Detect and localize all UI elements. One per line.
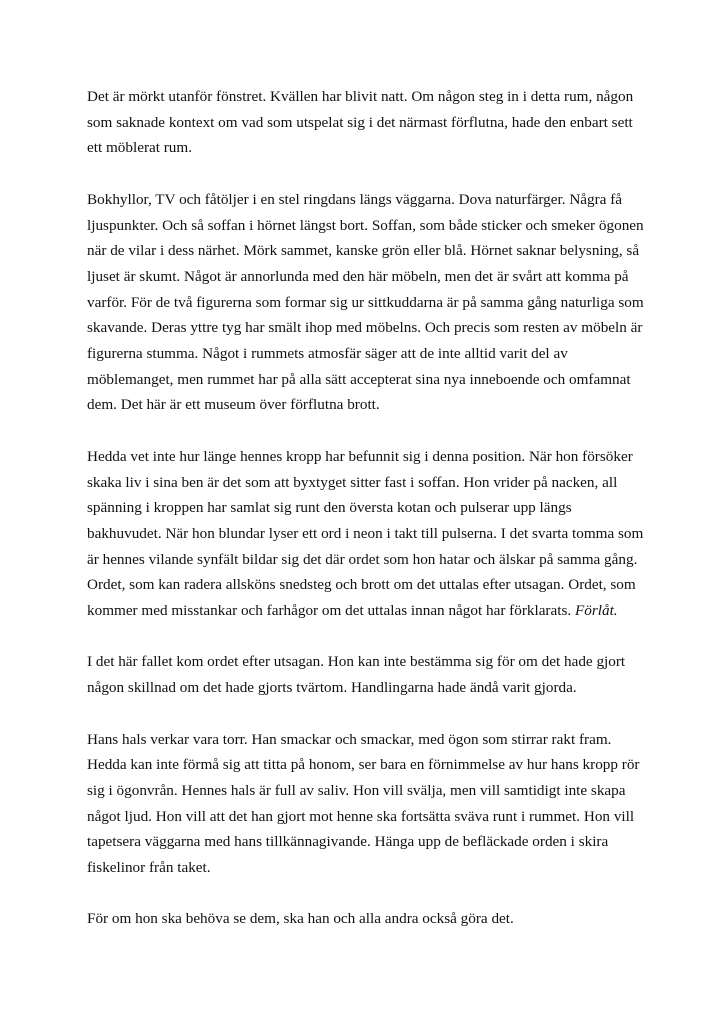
paragraph-3-text: Hedda vet inte hur länge hennes kropp har befunnit sig i denna position. När hon försöker skaka liv i sina ben är det som att byxtyget sitter fast i soffan. Hon vrider på nacken, all spänning i kroppen har samlat sig runt den översta kotan och pulserar upp längs bakhuvudet. När hon blundar lyser ett ord i neon i takt till pulserna. I det svarta tomma som är hennes vilande synfält bildar sig det där ordet som hon hatar och älskar på samma gång. Ordet, som kan radera allsköns snedsteg och brott om det uttalas efter utsagan. Ordet, som kommer med misstankar och farhågor om det uttalas innan något har förklarats. xyxy=(87,447,644,620)
italic-word-forlat: Förlåt. xyxy=(574,602,618,620)
paragraph-4: I det här fallet kom ordet efter utsagan. Hon kan inte bestämma sig för om det hade gjort någon skillnad om det hade gjorts tvärtom. Handlingarna hade ändå varit gjorda. xyxy=(87,653,626,697)
document-body xyxy=(87,84,647,958)
paragraph-1: Det är mörkt utanför fönstret. Kvällen har blivit natt. Om någon steg in i detta rum, någon som saknade kontext om vad som utspelat sig i det närmast förflutna, hade den enbart sett ett möblerat rum. xyxy=(87,88,634,157)
paragraph-3 xyxy=(87,444,647,624)
paragraph-6: För om hon ska behöva se dem, ska han och alla andra också göra det. xyxy=(87,910,514,928)
paragraph-2: Bokhyllor, TV och fåtöljer i en stel ringdans längs väggarna. Dova naturfärger. Några få ljuspunkter. Och så soffan i hörnet längst bort. Soffan, som både sticker och smeker ögonen när de vilar i dess närhet. Mörk sammet, kanske grön eller blå. Hörnet saknar belysning, så ljuset är skumt. Något är annorlunda med den här möbeln, men det är svårt att komma på varför. För de två figurerna som formar sig ur sittkuddarna är på samma gång naturliga som skavande. Deras yttre tyg har smält ihop med möbelns. Och precis som resten av möbeln är figurerna stumma. Något i rummets atmosfär säger att de inte alltid varit del av möblemanget, men rummet har på alla sätt accepterat sina nya inneboende och omfamnat dem. Det här är ett museum över förflutna brott. xyxy=(87,190,644,414)
paragraph-5: Hans hals verkar vara torr. Han smackar och smackar, med ögon som stirrar rakt fram. Hedda kan inte förmå sig att titta på honom, ser bara en förnimmelse av hur hans kropp rör sig i ögonvrån. Hennes hals är full av saliv. Hon vill svälja, men vill samtidigt inte skapa något ljud. Hon vill att det han gjort mot henne ska fortsätta sväva runt i rummet. Hon vill tapetsera väggarna med hans tillkännagivande. Hänga upp de befläckade orden i skira fiskelinor från taket. xyxy=(87,730,640,877)
